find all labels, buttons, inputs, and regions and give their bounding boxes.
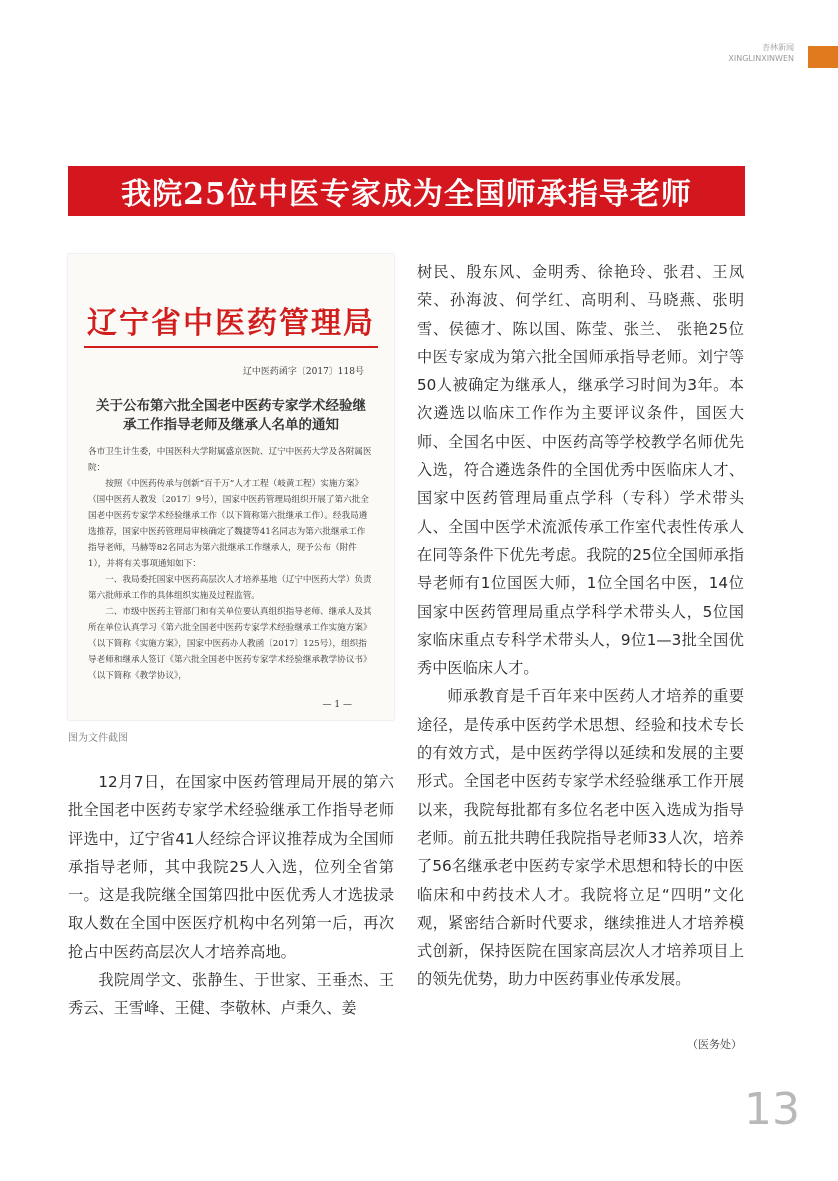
document-heading-line: 关于公布第六批全国老中医药专家学术经验继 xyxy=(96,398,366,414)
document-paragraph: 二、市级中医药主管部门和有关单位要认真组织指导老师、继承人及其所在单位认真学习《第六批全国老中医药专家学术经验继承工作实施方案》（以下简称《实施方案》，国家中医药办人教函〔2017〕125号），组织指导老师和继承人签订《第六批全国老中医药专家学术经验继承教学协议书》（以下简称《教学协议》， xyxy=(88,607,372,681)
article-paragraph: 12月7日，在国家中医药管理局开展的第六批全国老中医药专家学术经验继承工作指导老师评选中，辽宁省41人经综合评议推荐成为全国师承指导老师，其中我院25人入选，位列全省第一。这是我院继全国第四批中医优秀人才选拔录取人数在全国中医医疗机构中名列第一后，再次抢占中医药高层次人才培养高地。 xyxy=(68,773,394,961)
section-name-pinyin: XINGLINXINWEN xyxy=(728,54,794,63)
document-page-number: — 1 — xyxy=(322,700,352,710)
article-column-right xyxy=(417,258,744,994)
header-accent-tab xyxy=(808,46,838,68)
article-title: 我院25位中医专家成为全国师承指导老师 xyxy=(68,166,745,216)
document-agency: 辽宁省中医药管理局 xyxy=(87,306,375,341)
document-body xyxy=(88,444,372,684)
section-name: 杏林新闻 xyxy=(762,43,794,52)
section-header xyxy=(728,42,794,64)
document-paragraph: 按照《中医药传承与创新“百千万”人才工程（岐黄工程）实施方案》（国中医药人教发〔2017〕9号），国家中医药管理局组织开展了第六批全国老中医药专家学术经验继承工作（以下简称第六批继承工作）。经我局遴选推荐，国家中医药管理局审核确定了魏捷等41名同志为第六批继承工作指导老师，马赫等82名同志为第六批继承工作继承人，现予公布（附件1），并将有关事项通知如下： xyxy=(88,479,369,569)
image-caption: 图为文件截图 xyxy=(68,733,128,744)
document-paragraph: 一、我局委托国家中医药高层次人才培养基地（辽宁中医药大学）负责第六批师承工作的具体组织实施及过程监管。 xyxy=(88,575,372,601)
document-screenshot xyxy=(68,254,394,720)
document-red-rule xyxy=(84,346,378,348)
article-paragraph: 我院周学文、张静生、于世家、王垂杰、王秀云、王雪峰、王健、李敬林、卢秉久、姜 xyxy=(68,971,394,1018)
document-paragraph: 各市卫生计生委，中国医科大学附属盛京医院、辽宁中医药大学及各附属医院： xyxy=(88,447,372,473)
article-paragraph: 师承教育是千百年来中医药人才培养的重要途径，是传承中医药学术思想、经验和技术专长的有效方式，是中医药学得以延续和发展的主要形式。全国老中医药专家学术经验继承工作开展以来，我院每批都有多位名老中医入选成为指导老师。前五批共聘任我院指导老师33人次，培养了56名继承老中医药专家学术思想和特长的中医临床和中药技术人才。我院将立足“四明”文化观，紧密结合新时代要求，继续推进人才培养模式创新，保持医院在国家高层次人才培养项目上的领先优势，助力中医药事业传承发展。 xyxy=(417,687,744,989)
document-heading xyxy=(88,397,374,435)
page-number: 13 xyxy=(744,1084,800,1135)
article-paragraph: 树民、殷东风、金明秀、徐艳玲、张君、王凤荣、孙海波、何学红、高明利、马晓燕、张明雪、侯德才、陈以国、陈莹、张兰、 张艳25位中医专家成为第六批全国师承指导老师。刘宁等50人被确定为继承人，继承学习时间为3年。本次遴选以临床工作作为主要评议条件，国医大师、全国名中医、中医药高等学校教学名师优先入选，符合遴选条件的全国优秀中医临床人才、国家中医药管理局重点学科（专科）学术带头人、全国中医学术流派传承工作室代表性传承人在同等条件下优先考虑。我院的25位全国师承指导老师有1位国医大师，1位全国名中医，14位国家中医药管理局重点学科学术带头人，5位国家临床重点专科学术带头人，9位1—3批全国优秀中医临床人才。 xyxy=(417,263,744,678)
document-heading-line: 承工作指导老师及继承人名单的通知 xyxy=(123,417,339,433)
article-source: （医务处） xyxy=(687,1038,742,1051)
article-column-left xyxy=(68,768,394,1023)
document-number: 辽中医药函字〔2017〕118号 xyxy=(242,367,364,377)
